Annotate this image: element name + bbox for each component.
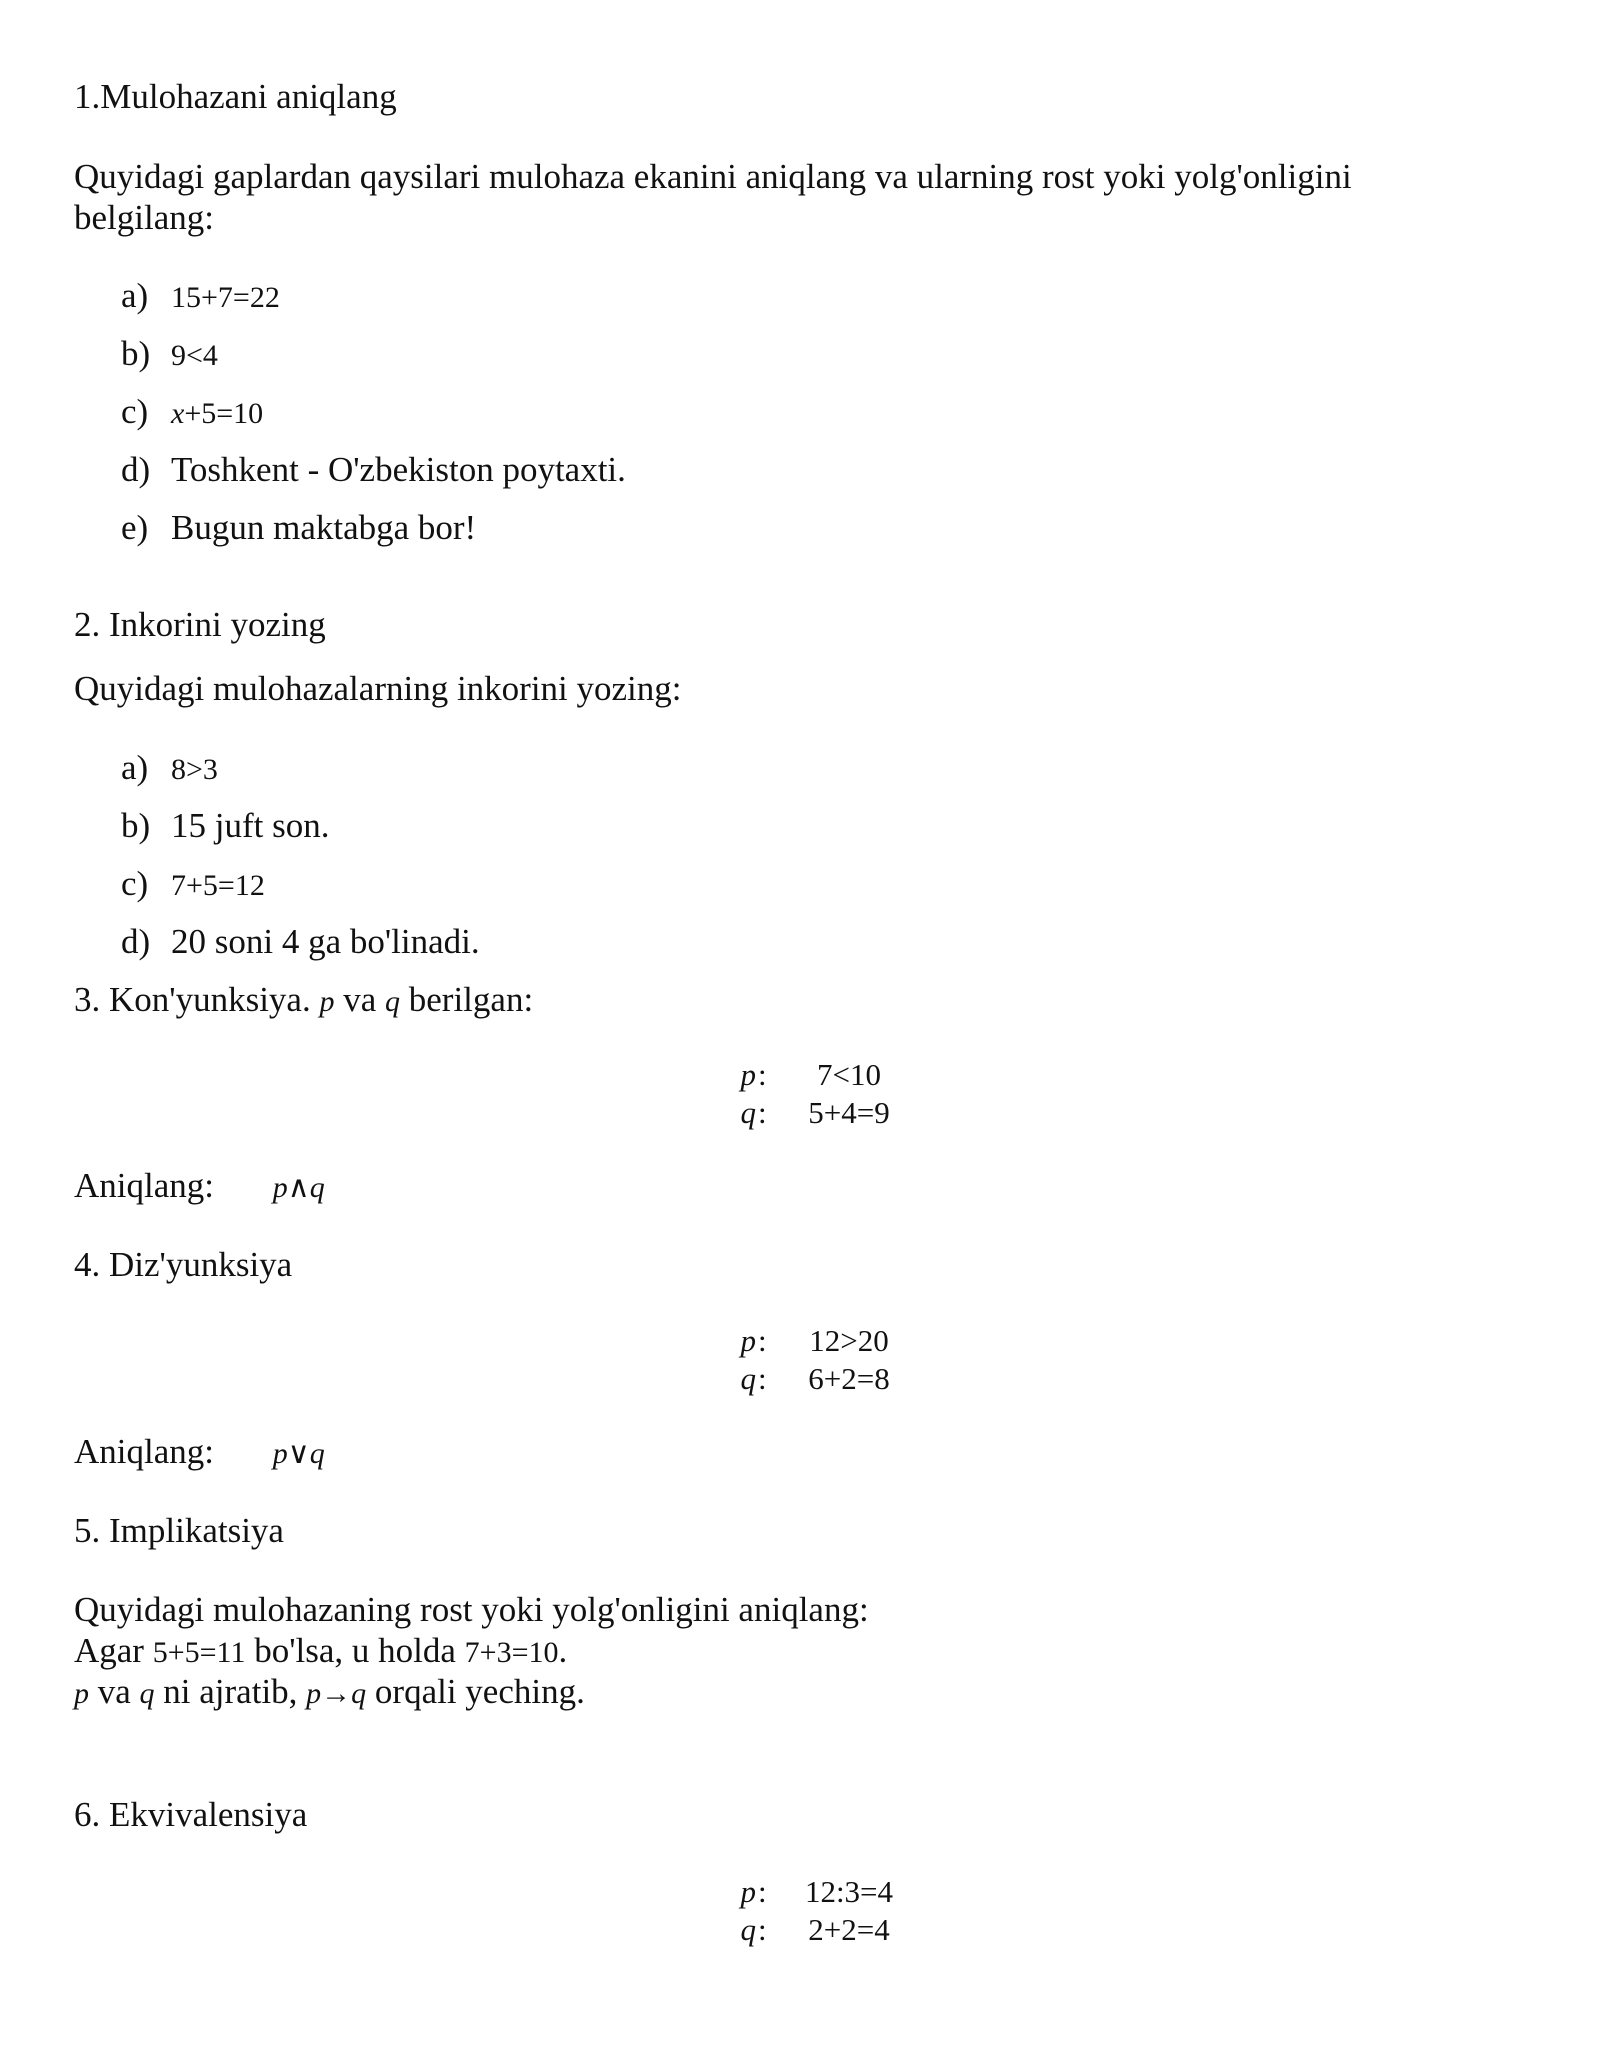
- s1-intro-line2: belgilang:: [74, 198, 214, 237]
- math-expression: 2+2=4: [808, 1912, 890, 1947]
- math-expression: 5+4=9: [808, 1095, 890, 1130]
- s6-p-definition: [716, 1873, 936, 1911]
- list-label: c): [121, 864, 149, 903]
- s6-q-definition: [716, 1911, 936, 1949]
- var-q: q: [139, 1677, 155, 1710]
- s5-line3: [74, 1671, 585, 1715]
- s1-title: 1.Mulohazani aniqlang: [74, 77, 397, 116]
- math-expression: 15+7=22: [171, 281, 280, 314]
- math-expression: p∧q: [272, 1171, 325, 1204]
- s2-title: 2. Inkorini yozing: [74, 605, 326, 644]
- math-expression: p∨q: [272, 1437, 325, 1470]
- s5-line2-b: bo'lsa, u holda: [254, 1631, 456, 1670]
- colon: :: [758, 1361, 767, 1396]
- list-label: c): [121, 392, 149, 431]
- s3-p-definition: [716, 1056, 936, 1094]
- math-expression: 12>20: [809, 1323, 889, 1358]
- list-label: b): [121, 334, 151, 373]
- math-expression: 6+2=8: [808, 1361, 890, 1396]
- var-p: p: [319, 985, 335, 1018]
- list-label: b): [121, 806, 151, 845]
- math-expression: 8>3: [171, 753, 218, 786]
- s4-p-definition: [716, 1322, 936, 1360]
- math-expression: 7+5=12: [171, 869, 265, 902]
- math-expression: [171, 393, 263, 435]
- s4-q-definition: [716, 1360, 936, 1398]
- list-label: a): [121, 276, 149, 315]
- colon: :: [758, 1874, 767, 1909]
- var-q: q: [740, 1095, 756, 1130]
- math-expression: 5+5=11: [152, 1636, 246, 1669]
- list-text: Bugun maktabga bor!: [171, 508, 477, 547]
- list-text: 15 juft son.: [171, 806, 330, 845]
- var-q: q: [740, 1912, 756, 1947]
- find-label: Aniqlang:: [74, 1432, 214, 1471]
- var-p: p: [740, 1874, 756, 1909]
- s5-line2-c: .: [558, 1631, 568, 1670]
- s5-va: va: [97, 1672, 131, 1711]
- var-p: p: [740, 1323, 756, 1358]
- find-label: Aniqlang:: [74, 1166, 214, 1205]
- var-q: q: [740, 1361, 756, 1396]
- colon: :: [758, 1323, 767, 1358]
- s5-line2: [74, 1630, 567, 1674]
- colon: :: [758, 1912, 767, 1947]
- math-expression: 7+3=10: [464, 1636, 559, 1669]
- math-expression: p→q: [306, 1677, 367, 1710]
- s3-title: [74, 979, 533, 1023]
- s5-title: 5. Implikatsiya: [74, 1511, 284, 1550]
- s6-title: 6. Ekvivalensiya: [74, 1795, 308, 1834]
- var-q: q: [385, 985, 401, 1018]
- math-expression: 9<4: [171, 339, 218, 372]
- s3-title-a: 3. Kon'yunksiya.: [74, 980, 311, 1019]
- s4-find: [74, 1431, 325, 1475]
- s5-line3-c: orqali yeching.: [374, 1672, 585, 1711]
- list-label: e): [121, 508, 149, 547]
- colon: :: [758, 1057, 767, 1092]
- s2-intro: Quyidagi mulohazalarning inkorini yozing:: [74, 669, 682, 708]
- s4-title: 4. Diz'yunksiya: [74, 1245, 293, 1284]
- math-expression: 12:3=4: [804, 1874, 894, 1909]
- s1-intro-line1: Quyidagi gaplardan qaysilari mulohaza ekanini aniqlang va ularning rost yoki yolg'onligini: [74, 157, 1352, 196]
- list-label: d): [121, 450, 151, 489]
- list-text: Toshkent - O'zbekiston poytaxti.: [171, 450, 626, 489]
- list-label: a): [121, 748, 149, 787]
- s3-q-definition: [716, 1094, 936, 1132]
- var-p: p: [74, 1677, 89, 1710]
- math-rest: +5=10: [184, 397, 264, 430]
- colon: :: [758, 1095, 767, 1130]
- var-p: p: [740, 1057, 756, 1092]
- math-expression: 7<10: [817, 1057, 881, 1092]
- s3-find: [74, 1165, 325, 1209]
- s5-line1: Quyidagi mulohazaning rost yoki yolg'onligini aniqlang:: [74, 1590, 869, 1629]
- s5-line3-b: ni ajratib,: [163, 1672, 298, 1711]
- s5-line2-a: Agar: [74, 1631, 144, 1670]
- list-label: d): [121, 922, 151, 961]
- s3-va: va: [343, 980, 377, 1019]
- s3-title-b: berilgan:: [408, 980, 534, 1019]
- list-text: 20 soni 4 ga bo'linadi.: [171, 922, 480, 961]
- math-variable: x: [171, 397, 185, 430]
